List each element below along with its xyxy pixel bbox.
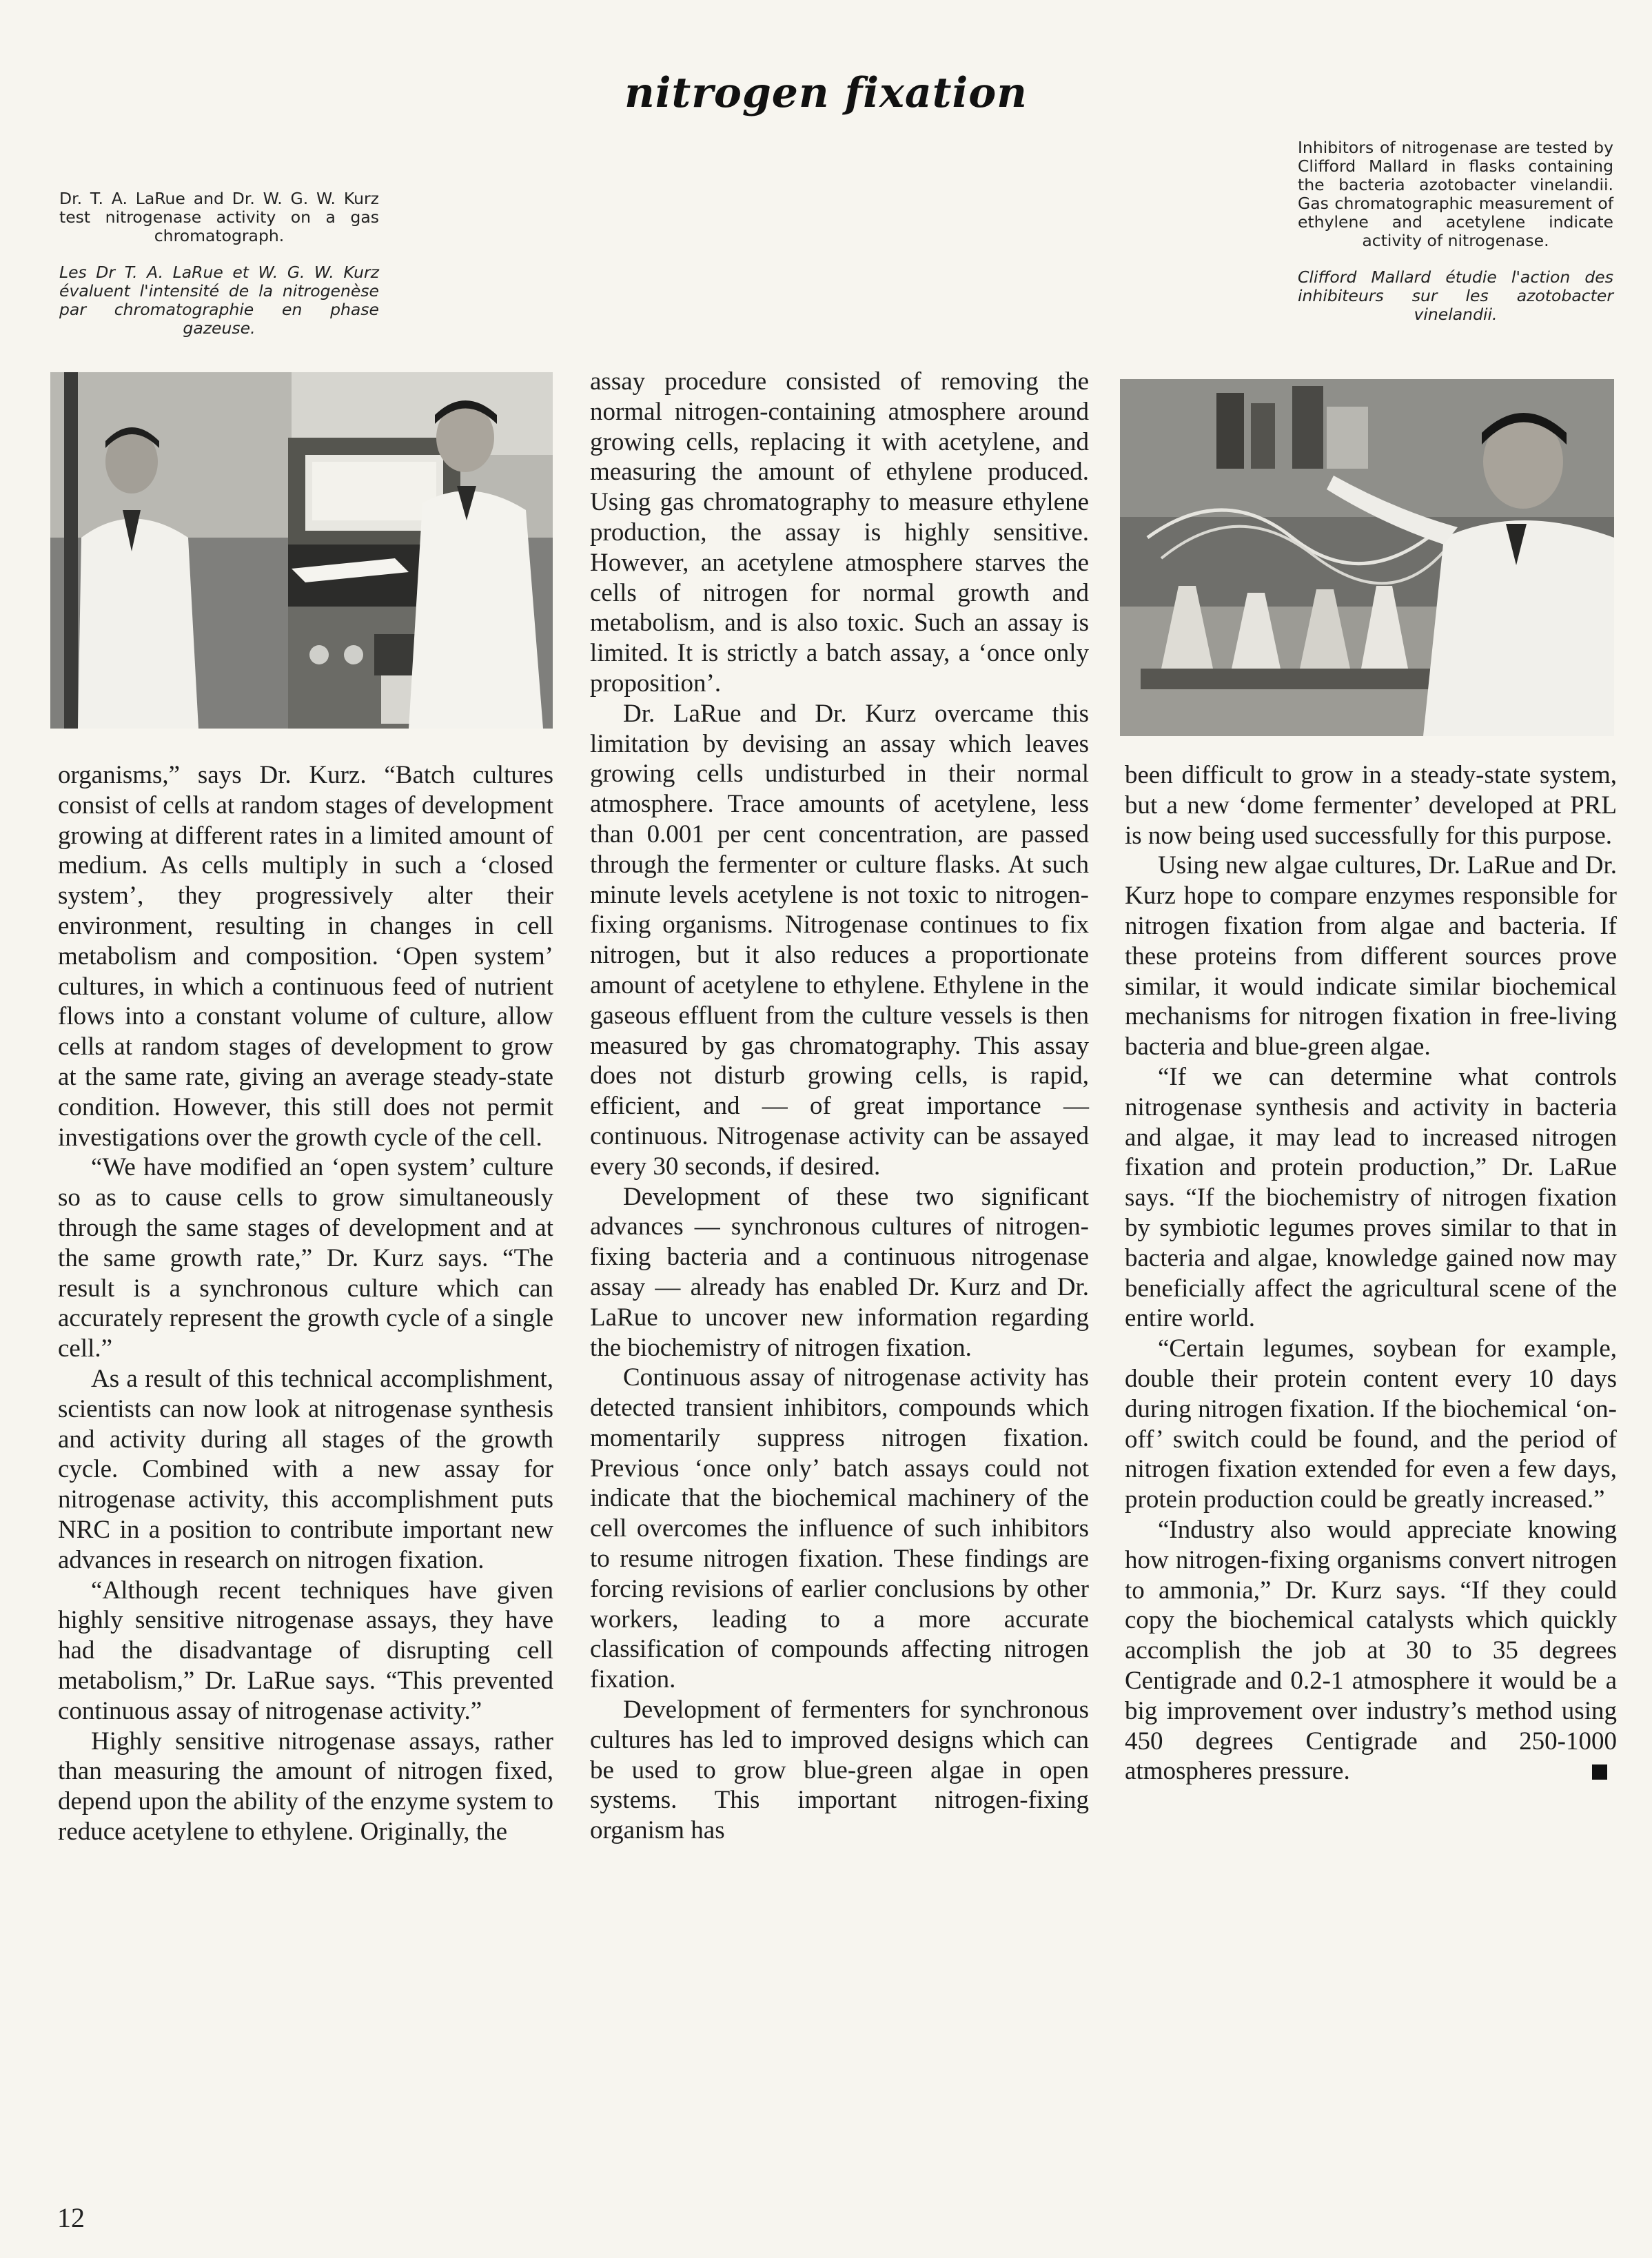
photo-illustration — [1120, 379, 1614, 736]
paragraph: Using new algae cultures, Dr. LaRue and Dr. Kurz hope to compare enzymes responsible for nitrogen fixation from algae and bacteria. If these proteins from different sources prove similar, it would indicate similar biochemical mechanisms for nitrogen fixation in free-living bacteria and blue-green algae. — [1125, 851, 1617, 1061]
paragraph: As a result of this technical accomplishment, scientists can now look at nitrogenase synthesis and activity during all stages of the growth cycle. Combined with a new assay for nitrogenase activity, this accomplishment puts NRC in a position to contribute important new advances in research on nitrogen fixation. — [58, 1364, 553, 1574]
photo-illustration — [50, 372, 553, 729]
body-column-left — [58, 760, 553, 1847]
end-of-article-mark — [1592, 1764, 1607, 1780]
photo-scientists-gas-chromatograph — [50, 372, 553, 729]
photo-flasks-experiment — [1120, 379, 1614, 736]
paragraph-final — [1125, 1515, 1617, 1787]
paragraph: Highly sensitive nitrogenase assays, rather than measuring the amount of nitrogen fixed, depend upon the ability of the enzyme system to reduce acetylene to ethylene. Originally, the — [58, 1727, 553, 1846]
body-column-right — [1125, 760, 1617, 1787]
paragraph: “Although recent techniques have given highly sensitive nitrogenase assays, they have had the disadvantage of disrupting cell metabolism,” Dr. LaRue says. “This prevented continuous assay of nitrogenase activity.” — [58, 1576, 553, 1725]
caption-french: Les Dr T. A. LaRue et W. G. W. Kurz évaluent l'intensité de la nitrogenèse par chromatographie en phase gazeuse. — [59, 263, 379, 338]
paragraph-text: “Industry also would appreciate knowing how nitrogen-fixing organisms convert nitrogen to ammonia,” Dr. Kurz says. “If they could copy the biochemical catalysts which quickly accomplish the job at 30 to 35 degrees Centigrade and 0.2-1 atmosphere it would be a big improvement over industry’s method using 450 degrees Centigrade and 250-1000 atmospheres pressure. — [1125, 1515, 1617, 1786]
paragraph: assay procedure consisted of removing the normal nitrogen-containing atmosphere around growing cells, replacing it with acetylene, and measuring the amount of ethylene produced. Using gas chromatography to measure ethylene production, the assay is highly sensitive. However, an acetylene atmosphere starves the cells of nitrogen for normal growth and metabolism, and is also toxic. Such an assay is limited. It is strictly a batch assay, a ‘once only proposition’. — [590, 367, 1089, 698]
caption-english: Dr. T. A. LaRue and Dr. W. G. W. Kurz test nitrogenase activity on a gas chromatograph. — [59, 189, 379, 245]
paragraph: Development of these two significant advances — synchronous cultures of nitrogen-fixing bacteria and a continuous nitrogenase assay — already has enabled Dr. Kurz and Dr. LaRue to uncover new information regarding the biochemistry of nitrogen fixation. — [590, 1182, 1089, 1362]
caption-english: Inhibitors of nitrogenase are tested by Clifford Mallard in flasks containing the bacteria azotobacter vinelandii. Gas chromatographic measurement of ethylene and acetylene indicate activity of nitrogenase. — [1298, 138, 1613, 250]
photo-caption-left — [59, 190, 379, 338]
paragraph: Continuous assay of nitrogenase activity has detected transient inhibitors, compounds which momentarily suppress nitrogen fixation. Previous ‘once only’ batch assays could not indicate that the biochemical machinery of the cell overcomes the influence of such inhibitors to resume nitrogen fixation. These findings are forcing revisions of earlier conclusions by other workers, leading to a more accurate classification of compounds affecting nitrogen fixation. — [590, 1363, 1089, 1694]
paragraph: “We have modified an ‘open system’ culture so as to cause cells to grow simultaneously through the same stages of development and at the same growth rate,” Dr. Kurz says. “The result is a synchronous culture which can accurately represent the growth cycle of a single cell.” — [58, 1153, 553, 1363]
article-title: nitrogen fixation — [624, 69, 1028, 117]
body-column-middle — [590, 367, 1089, 1846]
paragraph: organisms,” says Dr. Kurz. “Batch cultures consist of cells at random stages of development growing at different rates in a limited amount of medium. As cells multiply in such a ‘closed system’, they progressively alter their environment, resulting in changes in cell metabolism and composition. ‘Open system’ cultures, in which a continuous feed of nutrient flows into a constant volume of culture, allow cells at random stages of development to grow at the same rate, giving an average steady-state condition. However, this still does not permit investigations over the growth cycle of the cell. — [58, 761, 553, 1152]
paragraph: been difficult to grow in a steady-state system, but a new ‘dome fermenter’ developed at PRL is now being used successfully for this purpose. — [1125, 761, 1617, 850]
page-number: 12 — [57, 2202, 85, 2233]
paragraph: Development of fermenters for synchronous cultures has led to improved designs which can be used to grow blue-green algae in open systems. This important nitrogen-fixing organism has — [590, 1696, 1089, 1845]
photo-caption-right — [1298, 139, 1613, 324]
paragraph: Dr. LaRue and Dr. Kurz overcame this limitation by devising an assay which leaves growing cells undisturbed in their normal atmosphere. Trace amounts of acetylene, less than 0.001 per cent concentration, are passed through the fermenter or culture flasks. At such minute levels acetylene is not toxic to nitrogen-fixing organisms. Nitrogenase continues to fix nitrogen, but it also reduces a proportionate amount of acetylene to ethylene. Ethylene in the gaseous effluent from the culture vessels is then measured by gas chromatography. This assay does not disturb growing cells, is rapid, efficient, and — of great importance — continuous. Nitrogenase activity can be assayed every 30 seconds, if desired. — [590, 699, 1089, 1181]
caption-french: Clifford Mallard étudie l'action des inhibiteurs sur les azotobacter vinelandii. — [1298, 267, 1613, 324]
paragraph: “If we can determine what controls nitrogenase synthesis and activity in bacteria and algae, it may lead to increased nitrogen fixation and protein production,” Dr. LaRue says. “If the biochemistry of nitrogen fixation by symbiotic legumes proves similar to that in bacteria and algae, knowledge gained now may beneficially affect the agricultural scene of the entire world. — [1125, 1062, 1617, 1333]
paragraph: “Certain legumes, soybean for example, double their protein content every 10 days during nitrogen fixation. If the biochemical ‘on-off’ switch could be found, and the period of nitrogen fixation extended for even a few days, protein production could be greatly increased.” — [1125, 1334, 1617, 1514]
